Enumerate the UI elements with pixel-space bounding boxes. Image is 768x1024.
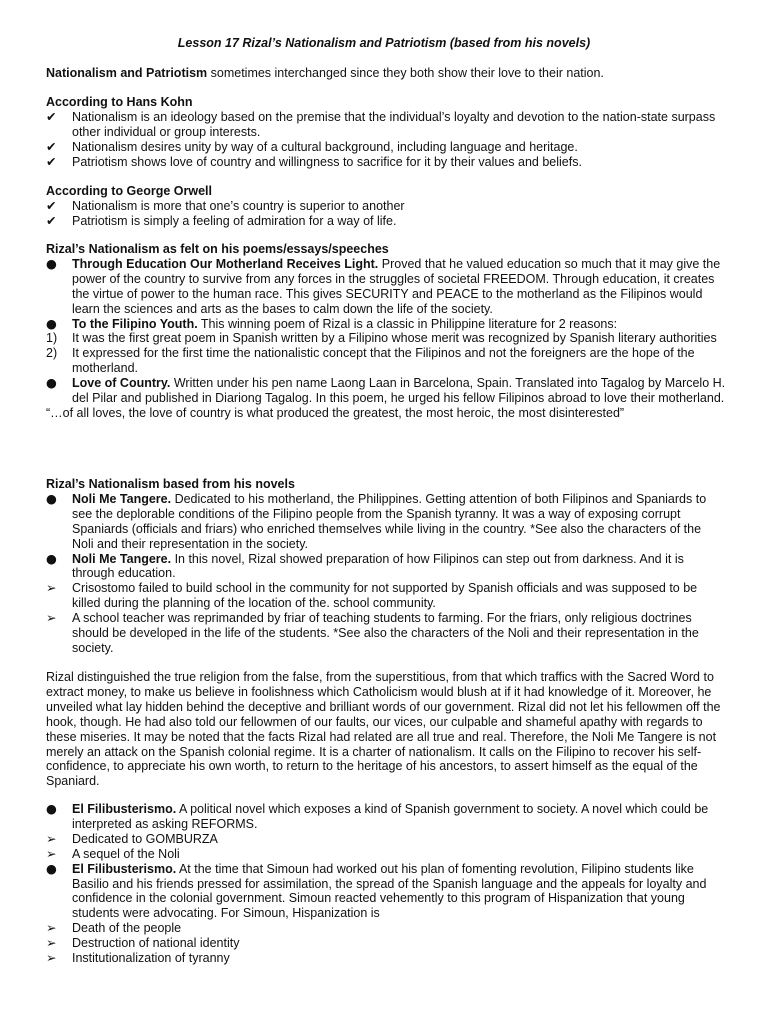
list-item: ✔ Nationalism is more that one’s country is superior to another xyxy=(46,197,405,213)
list-item: ➢ Destruction of national identity xyxy=(46,935,240,951)
body-paragraph: Rizal distinguished the true religion from the false, from the superstitious, from that which traffics with the Sacred Word to extract money, to make us believe in foolishness which Catholicism would blush at if it had knowledge of it. Moreover, he unveiled what lay hidden behind the deceptive and brilliant words of our government. Rizal did not let his fellowmen off the hook, though. He had also told our fellowmen of our faults, our vices, our culpable and shameful apathy with regards to these miseries. It may be noted that the facts Rizal had related are all true and real. Therefore, the Noli Me Tangere is not merely an attack on the Spanish colonial regime. It is a charter of nationalism. It calls on the Filipino to recover his self-confidence, to appreciate his own worth, to return to the heritage of his ancestors, to assert himself as the equal of the Spaniard. xyxy=(46,670,721,789)
bullet-icon: ● xyxy=(46,550,57,566)
checkmark-icon: ✔ xyxy=(46,212,57,228)
checkmark-icon: ✔ xyxy=(46,108,57,124)
numbered-item: 1) It was the first great poem in Spanish written by a Filipino whose merit was recognized by Spanish literary authorities xyxy=(46,331,717,346)
list-item: ✔ Patriotism shows love of country and willingness to sacrifice for it by their values and beliefs. xyxy=(46,153,582,169)
poems-section xyxy=(46,242,726,421)
fili-section xyxy=(46,802,726,966)
arrow-bullet-icon: ➢ xyxy=(46,845,57,861)
lesson-title: Lesson 17 Rizal’s Nationalism and Patriotism (based from his novels) xyxy=(177,36,591,50)
bullet-icon: ● xyxy=(46,860,57,876)
novels-section xyxy=(46,477,726,656)
list-item: ➢ Crisostomo failed to build school in the community for not supported by Spanish officials and was supposed to be killed during the planning of the location of the. school community. xyxy=(46,580,698,611)
list-item: ● Noli Me Tangere. In this novel, Rizal showed preparation of how Filipinos can step out from darkness. And it is through education. xyxy=(46,550,684,581)
checkmark-icon: ✔ xyxy=(46,138,57,154)
list-item: ● El Filibusterismo. A political novel which exposes a kind of Spanish government to society. A novel which could be interpreted as asking REFORMS. xyxy=(46,801,709,831)
checkmark-icon: ✔ xyxy=(46,153,57,169)
bullet-icon: ● xyxy=(46,315,57,331)
list-item: ● Noli Me Tangere. Dedicated to his motherland, the Philippines. Getting attention of both Filipinos and Spaniards to see the deplorable conditions of the Filipino people from the Spanish tyranny. It was a way of exposing corrupt Spaniards (officials and friars) who enriched themselves while living in the country. *See also the characters of the Noli and their representation in the society. xyxy=(46,490,707,551)
bullet-icon: ● xyxy=(46,255,57,271)
list-item: ● Love of Country. Written under his pen name Laong Laan in Barcelona, Spain. Translated into Tagalog by Marcelo H. del Pilar and published in Diariong Tagalog. In this poem, he urged his fellow Filipinos abroad to love their motherland. xyxy=(46,375,726,406)
arrow-bullet-icon: ➢ xyxy=(46,950,57,966)
quote: “…of all loves, the love of country is what produced the greatest, the most heroic, the most disinterested” xyxy=(46,405,625,420)
section-heading: Rizal’s Nationalism as felt on his poems/essays/speeches xyxy=(46,242,389,256)
orwell-section xyxy=(46,184,726,229)
list-item: ✔ Nationalism is an ideology based on the premise that the individual’s loyalty and devotion to the nation-state surpass other individual or group interests. xyxy=(46,108,716,139)
kohn-section xyxy=(46,95,726,170)
list-item: ✔ Patriotism is simply a feeling of admiration for a way of life. xyxy=(46,212,397,228)
list-item: ➢ Death of the people xyxy=(46,920,182,936)
list-item: ● Through Education Our Motherland Receives Light. Proved that he valued education so much that it may give the power of the country to survive from any forces in the struggles of societal FREEDOM. Through education, it creates the virtue of power to the human race. This gives SECURITY and PEACE to the motherland as the Filipinos would learn the sciences and arts as the bases to calm down the life of the society. xyxy=(46,255,721,316)
section-heading: According to George Orwell xyxy=(46,184,212,198)
list-item: ➢ Institutionalization of tyranny xyxy=(46,950,230,966)
arrow-bullet-icon: ➢ xyxy=(46,580,57,596)
intro-line: Nationalism and Patriotism sometimes interchanged since they both show their love to their nation. xyxy=(46,66,604,80)
list-item: ● To the Filipino Youth. This winning poem of Rizal is a classic in Philippine literature for 2 reasons: xyxy=(46,315,618,331)
arrow-bullet-icon: ➢ xyxy=(46,830,57,846)
list-item: ➢ A sequel of the Noli xyxy=(46,845,180,861)
arrow-bullet-icon: ➢ xyxy=(46,610,57,626)
section-heading: According to Hans Kohn xyxy=(46,95,193,109)
checkmark-icon: ✔ xyxy=(46,197,57,213)
list-item: ✔ Nationalism desires unity by way of a cultural background, including language and heritage. xyxy=(46,138,578,154)
list-item: ➢ Dedicated to GOMBURZA xyxy=(46,830,218,846)
arrow-bullet-icon: ➢ xyxy=(46,920,57,936)
bullet-icon: ● xyxy=(46,375,57,391)
list-item: ● El Filibusterismo. At the time that Simoun had worked out his plan of fomenting revolution, Filipino students like Basilio and his friends pressed for assimilation, the spread of the Spanish language and the appeals for loyalty and confidence in the colonial government. Simoun reacted vehemently to this program of Hispanization that young students were advocating. For Simoun, Hispanization is xyxy=(46,860,707,921)
list-item: ➢ A school teacher was reprimanded by friar of teaching students to farming. For the friars, only religious doctrines should be developed in the life of the students. *See also the characters of the Noli and their representation in the society. xyxy=(46,610,699,655)
arrow-bullet-icon: ➢ xyxy=(46,935,57,951)
numbered-item: 2) It expressed for the first time the nationalistic concept that the Filipinos and not the foreigners are the hope of the motherland. xyxy=(46,346,695,376)
bullet-icon: ● xyxy=(46,490,57,506)
section-heading: Rizal’s Nationalism based from his novels xyxy=(46,477,295,491)
bullet-icon: ● xyxy=(46,801,57,816)
